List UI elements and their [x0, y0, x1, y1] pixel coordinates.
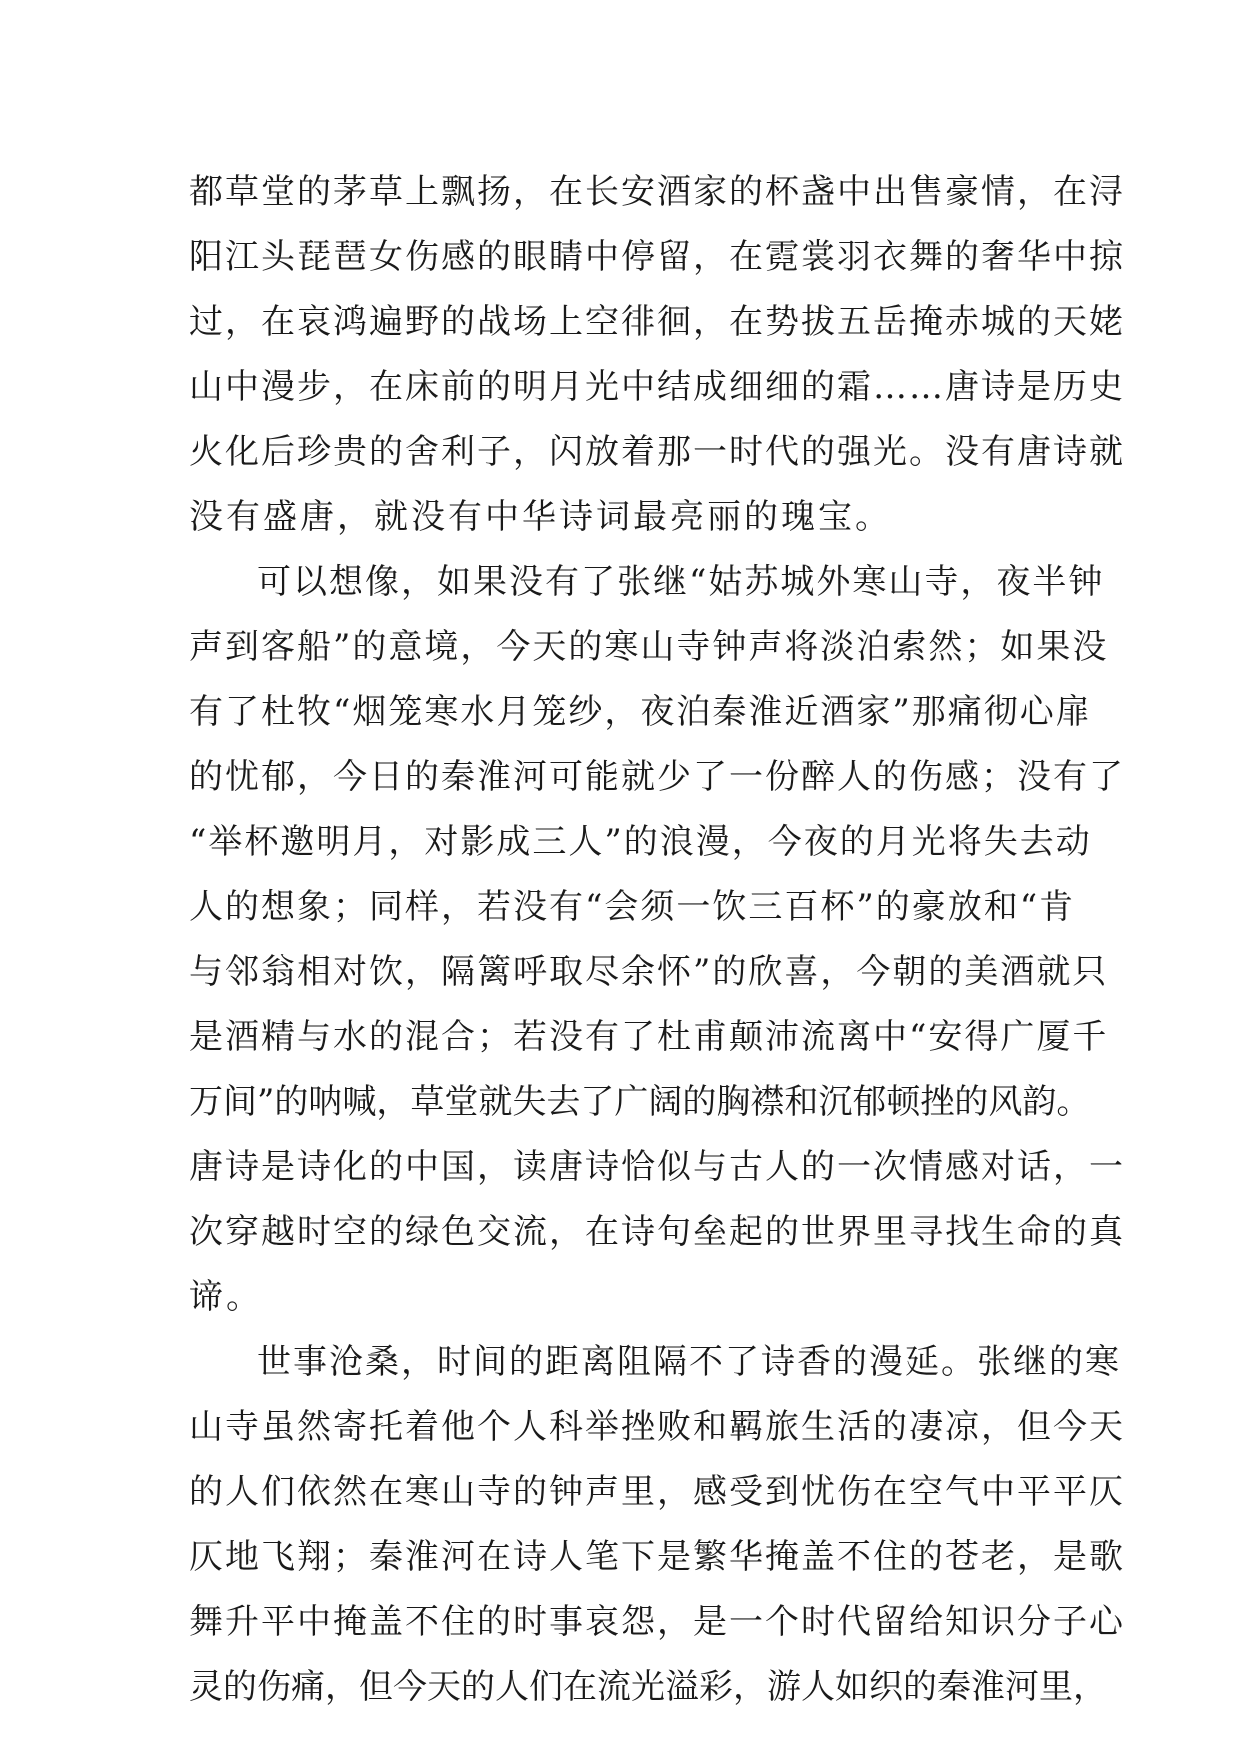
text-line: 山中漫步，在床前的明月光中结成细细的霜……唐诗是历史 [189, 367, 1125, 407]
text-line: 山寺虽然寄托着他个人科举挫败和羁旅生活的凄凉，但今天 [189, 1407, 1125, 1447]
text-line: 人的想象；同样，若没有“会须一饮三百杯”的豪放和“肯 [189, 887, 1076, 927]
text-line: 的人们依然在寒山寺的钟声里，感受到忧伤在空气中平平仄 [189, 1472, 1125, 1512]
body-text [189, 160, 1125, 1720]
text-line: 唐诗是诗化的中国，读唐诗恰似与古人的一次情感对话，一 [189, 1147, 1125, 1187]
text-line: 过，在哀鸿遍野的战场上空徘徊，在势拔五岳掩赤城的天姥 [189, 302, 1125, 342]
text-line: 有了杜牧“烟笼寒水月笼纱，夜泊秦淮近酒家”那痛彻心扉 [189, 692, 1092, 732]
text-line: 没有盛唐，就没有中华诗词最亮丽的瑰宝。 [189, 497, 892, 537]
text-line: 舞升平中掩盖不住的时事哀怨，是一个时代留给知识分子心 [189, 1602, 1125, 1642]
text-line: 是酒精与水的混合；若没有了杜甫颠沛流离中“安得广厦千 [189, 1017, 1109, 1057]
text-line: 世事沧桑，时间的距离阻隔不了诗香的漫延。张继的寒 [257, 1342, 1121, 1382]
text-line: 仄地飞翔；秦淮河在诗人笔下是繁华掩盖不住的苍老，是歌 [189, 1537, 1125, 1577]
text-line: 的忧郁，今日的秦淮河可能就少了一份醉人的伤感；没有了 [189, 757, 1125, 797]
text-line: 都草堂的茅草上飘扬，在长安酒家的杯盏中出售豪情，在浔 [189, 172, 1125, 212]
text-line: 谛。 [189, 1277, 263, 1317]
text-line: 次穿越时空的绿色交流，在诗句垒起的世界里寻找生命的真 [189, 1212, 1125, 1252]
text-line: 灵的伤痛，但今天的人们在流光溢彩，游人如织的秦淮河里， [189, 1667, 1107, 1707]
text-line: 万间”的呐喊，草堂就失去了广阔的胸襟和沉郁顿挫的风韵。 [189, 1082, 1091, 1122]
text-line: 声到客船”的意境，今天的寒山寺钟声将淡泊索然；如果没 [189, 627, 1109, 667]
text-line: 火化后珍贵的舍利子，闪放着那一时代的强光。没有唐诗就 [189, 432, 1125, 472]
text-line: 与邻翁相对饮，隔篱呼取尽余怀”的欣喜，今朝的美酒就只 [189, 952, 1109, 992]
text-line: 阳江头琵琶女伤感的眼睛中停留，在霓裳羽衣舞的奢华中掠 [189, 237, 1125, 277]
text-line: 可以想像，如果没有了张继“姑苏城外寒山寺，夜半钟 [257, 562, 1105, 602]
text-line: “举杯邀明月，对影成三人”的浪漫，今夜的月光将失去动 [189, 822, 1092, 862]
